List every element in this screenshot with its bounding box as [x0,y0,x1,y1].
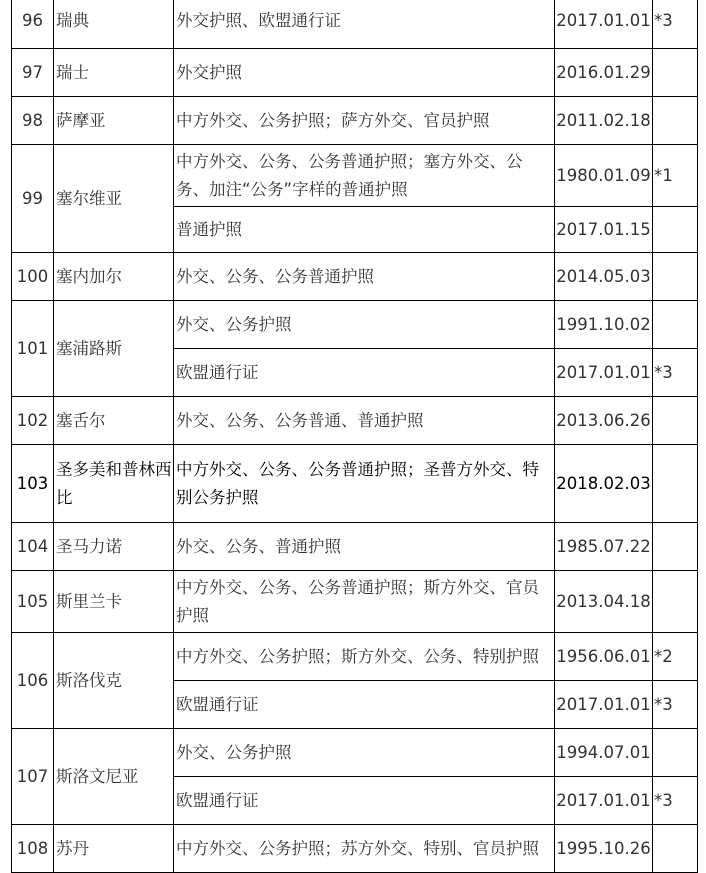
passport-types: 中方外交、公务护照；斯方外交、公务、特别护照 [174,633,555,681]
passport-types: 中方外交、公务、公务普通护照；塞方外交、公务、加注“公务”字样的普通护照 [174,145,555,207]
footnote-mark: *3 [653,681,698,729]
effective-date: 2018.02.03 [555,445,653,523]
passport-types: 外交、公务护照 [174,729,555,777]
passport-types: 欧盟通行证 [174,349,555,397]
country-name: 瑞典 [54,0,174,49]
table-row [12,301,698,349]
footnote-mark: *1 [653,145,698,207]
footnote-mark: *3 [653,0,698,49]
effective-date: 1980.01.09 [555,145,653,207]
row-number: 98 [12,97,54,145]
passport-types: 中方外交、公务、公务普通护照；斯方外交、官员护照 [174,571,555,633]
row-number: 102 [12,397,54,445]
country-name: 圣马力诺 [54,523,174,571]
footnote-mark [653,397,698,445]
footnote-mark [653,97,698,145]
row-number: 106 [12,633,54,729]
table-row [12,0,698,49]
country-name: 圣多美和普林西比 [54,445,174,523]
row-number: 105 [12,571,54,633]
passport-types: 外交、公务、公务普通护照 [174,253,555,301]
effective-date: 1995.10.26 [555,825,653,873]
country-name: 塞内加尔 [54,253,174,301]
row-number: 108 [12,825,54,873]
footnote-mark [653,825,698,873]
passport-types: 中方外交、公务护照；萨方外交、官员护照 [174,97,555,145]
country-name: 瑞士 [54,49,174,97]
passport-types: 中方外交、公务护照；苏方外交、特别、官员护照 [174,825,555,873]
table-row [12,445,698,523]
table-row [12,571,698,633]
effective-date: 2017.01.01 [555,777,653,825]
row-number: 96 [12,0,54,49]
visa-exemption-table [11,0,698,873]
country-name: 塞浦路斯 [54,301,174,397]
table-row [12,397,698,445]
table-row [12,97,698,145]
table-row [12,253,698,301]
table-body [12,0,698,873]
table-row [12,633,698,681]
effective-date: 2013.04.18 [555,571,653,633]
passport-types: 普通护照 [174,207,555,253]
effective-date: 2017.01.01 [555,681,653,729]
country-name: 塞舌尔 [54,397,174,445]
footnote-mark [653,301,698,349]
table-row [12,729,698,777]
effective-date: 2017.01.15 [555,207,653,253]
passport-types: 外交护照、欧盟通行证 [174,0,555,49]
effective-date: 2011.02.18 [555,97,653,145]
table-row [12,49,698,97]
row-number: 97 [12,49,54,97]
effective-date: 2017.01.01 [555,349,653,397]
passport-types: 外交、公务、普通护照 [174,523,555,571]
effective-date: 1985.07.22 [555,523,653,571]
country-name: 萨摩亚 [54,97,174,145]
footnote-mark [653,445,698,523]
row-number: 104 [12,523,54,571]
row-number: 100 [12,253,54,301]
effective-date: 2017.01.01 [555,0,653,49]
country-name: 塞尔维亚 [54,145,174,253]
table-row [12,825,698,873]
row-number: 99 [12,145,54,253]
row-number: 103 [12,445,54,523]
passport-types: 欧盟通行证 [174,681,555,729]
footnote-mark [653,729,698,777]
effective-date: 2013.06.26 [555,397,653,445]
effective-date: 2016.01.29 [555,49,653,97]
footnote-mark: *2 [653,633,698,681]
passport-types: 中方外交、公务、公务普通护照；圣普方外交、特别公务护照 [174,445,555,523]
country-name: 斯里兰卡 [54,571,174,633]
passport-types: 外交、公务、公务普通、普通护照 [174,397,555,445]
table-row [12,145,698,207]
footnote-mark: *3 [653,777,698,825]
effective-date: 1956.06.01 [555,633,653,681]
country-name: 斯洛文尼亚 [54,729,174,825]
footnote-mark [653,571,698,633]
passport-types: 欧盟通行证 [174,777,555,825]
effective-date: 2014.05.03 [555,253,653,301]
row-number: 107 [12,729,54,825]
footnote-mark [653,253,698,301]
effective-date: 1991.10.02 [555,301,653,349]
passport-types: 外交护照 [174,49,555,97]
footnote-mark [653,207,698,253]
footnote-mark [653,49,698,97]
country-name: 斯洛伐克 [54,633,174,729]
table-row [12,523,698,571]
passport-types: 外交、公务护照 [174,301,555,349]
effective-date: 1994.07.01 [555,729,653,777]
country-name: 苏丹 [54,825,174,873]
row-number: 101 [12,301,54,397]
footnote-mark: *3 [653,349,698,397]
footnote-mark [653,523,698,571]
